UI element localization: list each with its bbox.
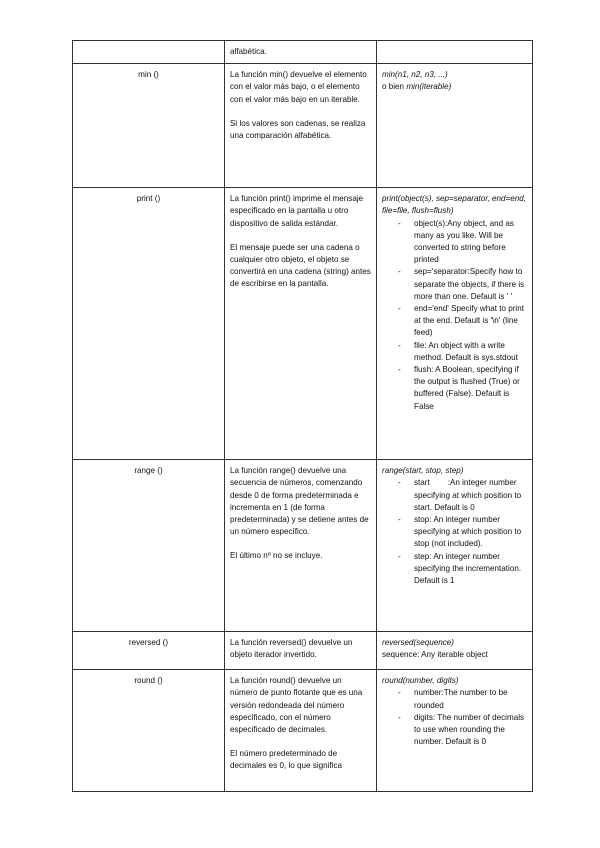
function-name-cell bbox=[73, 632, 225, 670]
syntax-signature: reversed(sequence) bbox=[382, 638, 454, 648]
description-paragraph: La función print() imprime el mensaje especificado en la pantalla u otro dispositivo de salida estándar. bbox=[230, 194, 364, 228]
syntax-signature: round(number, digits) bbox=[382, 676, 459, 686]
function-name: min () bbox=[138, 70, 159, 80]
description-paragraph: El número predeterminado de decimales es 0, lo que significa bbox=[230, 749, 343, 771]
table-row bbox=[73, 460, 533, 632]
table-row bbox=[73, 41, 533, 64]
description-paragraph: Si los valores son cadenas, se realiza una comparación alfabética. bbox=[230, 118, 366, 141]
description-paragraph: La función range() devuelve una secuencia de números, comenzando desde 0 de forma predeterminada e incrementa en 1 (de forma predeterminada) y se detiene antes de un número específico. bbox=[230, 466, 369, 537]
function-name-cell bbox=[73, 188, 225, 460]
description-cell bbox=[225, 632, 377, 670]
description-paragraph: La función reversed() devuelve un objeto iterador invertido. bbox=[230, 638, 353, 660]
description-cell bbox=[225, 188, 377, 460]
parameter-item: - step: An integer number specifying the incrementation. Default is 1 bbox=[414, 551, 527, 588]
description-cell bbox=[225, 41, 377, 64]
description-paragraph: El último nº no se incluye. bbox=[230, 551, 323, 561]
table-row bbox=[73, 64, 533, 188]
function-name: round () bbox=[134, 676, 163, 686]
parameter-item: - flush: A Boolean, specifying if the output is flushed (True) or buffered (False). Default is False bbox=[414, 364, 527, 413]
function-name-cell bbox=[73, 460, 225, 632]
description-cell bbox=[225, 670, 377, 792]
function-name: range () bbox=[134, 466, 163, 476]
syntax-cell bbox=[377, 460, 533, 632]
syntax-parameter-note: sequence: Any iterable object bbox=[382, 650, 488, 660]
syntax-cell bbox=[377, 41, 533, 64]
parameter-item: - object(s):Any object, and as many as you like. Will be converted to string before printed bbox=[414, 218, 527, 267]
syntax-cell bbox=[377, 670, 533, 792]
syntax-alt-prefix: o bien bbox=[382, 82, 407, 92]
parameter-item: - end='end' Specify what to print at the end. Default is '\n' (line feed) bbox=[414, 303, 527, 340]
parameter-item: - stop: An integer number specifying at which position to stop (not included). bbox=[414, 514, 527, 551]
function-name: print () bbox=[136, 194, 161, 204]
syntax-cell bbox=[377, 64, 533, 188]
syntax-alternative bbox=[382, 81, 527, 93]
parameter-list bbox=[382, 218, 527, 413]
functions-table bbox=[72, 40, 533, 792]
function-name: reversed () bbox=[128, 638, 169, 648]
parameter-list bbox=[382, 687, 527, 748]
parameter-item: - start :An integer number specifying at which position to start. Default is 0 bbox=[414, 477, 527, 514]
syntax-cell bbox=[377, 188, 533, 460]
description-paragraph: El mensaje puede ser una cadena o cualquier otro objeto, el objeto se convertirá en una cadena (string) antes de escribirse en la pantalla. bbox=[230, 242, 371, 289]
syntax-alt-signature: min(iterable) bbox=[406, 82, 452, 92]
parameter-item: - file: An object with a write method. Default is sys.stdout bbox=[414, 340, 527, 364]
syntax-signature: print(object(s), sep=separator, end=end, file=file, flush=flush) bbox=[382, 194, 526, 216]
parameter-item: - digits: The number of decimals to use when rounding the number. Default is 0 bbox=[414, 712, 527, 749]
description-paragraph: alfabética. bbox=[230, 47, 267, 56]
parameter-item: - number:The number to be rounded bbox=[414, 687, 527, 711]
description-cell bbox=[225, 460, 377, 632]
function-name-cell bbox=[73, 64, 225, 188]
table-row bbox=[73, 188, 533, 460]
syntax-signature: range(start, stop, step) bbox=[382, 466, 464, 476]
syntax-cell bbox=[377, 632, 533, 670]
description-paragraph: La función round() devuelve un número de punto flotante que es una versión redondeada del número especificado, con el número especificado de decimales. bbox=[230, 676, 363, 735]
function-name-cell bbox=[73, 670, 225, 792]
parameter-item: - sep='separator:Specify how to separate the objects, if there is more than one. Default is ' ' bbox=[414, 266, 527, 303]
table-row bbox=[73, 670, 533, 792]
description-paragraph: La función min() devuelve el elemento con el valor más bajo, o el elemento con el valor más bajo en un iterable. bbox=[230, 70, 367, 104]
description-cell bbox=[225, 64, 377, 188]
function-name-cell bbox=[73, 41, 225, 64]
parameter-list bbox=[382, 477, 527, 587]
table-row bbox=[73, 632, 533, 670]
syntax-signature: min(n1, n2, n3, ...) bbox=[382, 70, 448, 80]
